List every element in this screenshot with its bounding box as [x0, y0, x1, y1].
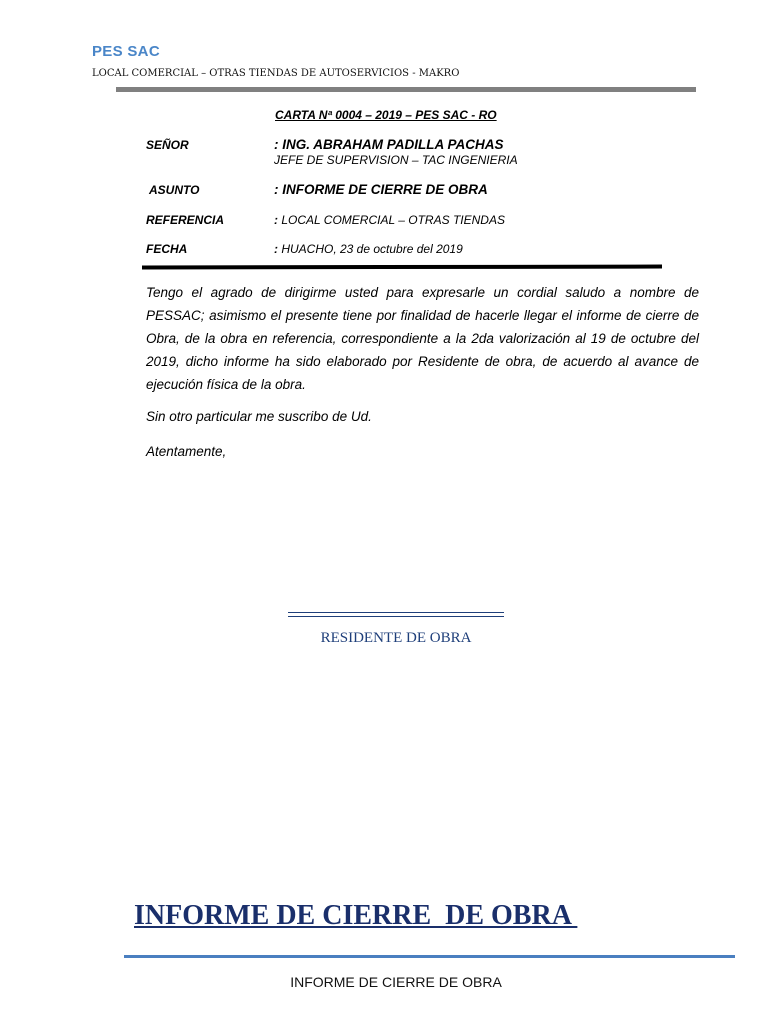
referencia-row: [274, 213, 505, 227]
asunto-label: ASUNTO: [149, 183, 200, 197]
sign-off: Atentamente,: [146, 444, 227, 459]
header-subtitle: LOCAL COMERCIAL – OTRAS TIENDAS DE AUTOSERVICIOS - MAKRO: [92, 68, 460, 79]
section-title: INFORME DE CIERRE DE OBRA: [134, 900, 578, 931]
signature-line: [288, 612, 504, 617]
signature-role: RESIDENTE DE OBRA: [320, 630, 472, 646]
asunto-value: : INFORME DE CIERRE DE OBRA: [274, 182, 488, 197]
header-divider: [116, 87, 696, 92]
company-name: PES SAC: [92, 43, 160, 60]
letter-body: Tengo el agrado de dirigirme usted para expresarle un cordial saludo a nombre de PESSAC; asimismo el presente tiene por finalidad de hacerle llegar el informe de cierre de Obra, de la obra en referencia, correspondiente a la 2da valorización al 19 de octubre del 2019, dicho informe ha sido elaborado por Residente de obra, de acuerdo al avance de ejecución física de la obra.: [146, 285, 699, 392]
fecha-value: HUACHO, 23 de octubre del 2019: [278, 242, 463, 256]
referencia-value: LOCAL COMERCIAL – OTRAS TIENDAS: [278, 213, 505, 227]
fecha-colon: :: [274, 242, 278, 256]
fecha-row: [274, 242, 463, 256]
fecha-label: FECHA: [146, 242, 188, 256]
senor-label: SEÑOR: [146, 138, 189, 152]
page-footer: INFORME DE CIERRE DE OBRA: [290, 974, 502, 990]
header-block-divider: [142, 265, 662, 270]
referencia-label: REFERENCIA: [146, 213, 225, 227]
referencia-colon: :: [274, 213, 278, 227]
footer-divider: [124, 955, 735, 958]
senor-position: JEFE DE SUPERVISION – TAC INGENIERIA: [274, 153, 518, 167]
letter-number: CARTA Nª 0004 – 2019 – PES SAC - RO: [275, 108, 497, 122]
senor-value: : ING. ABRAHAM PADILLA PACHAS: [274, 137, 504, 152]
closing-line: Sin otro particular me suscribo de Ud.: [146, 409, 372, 424]
